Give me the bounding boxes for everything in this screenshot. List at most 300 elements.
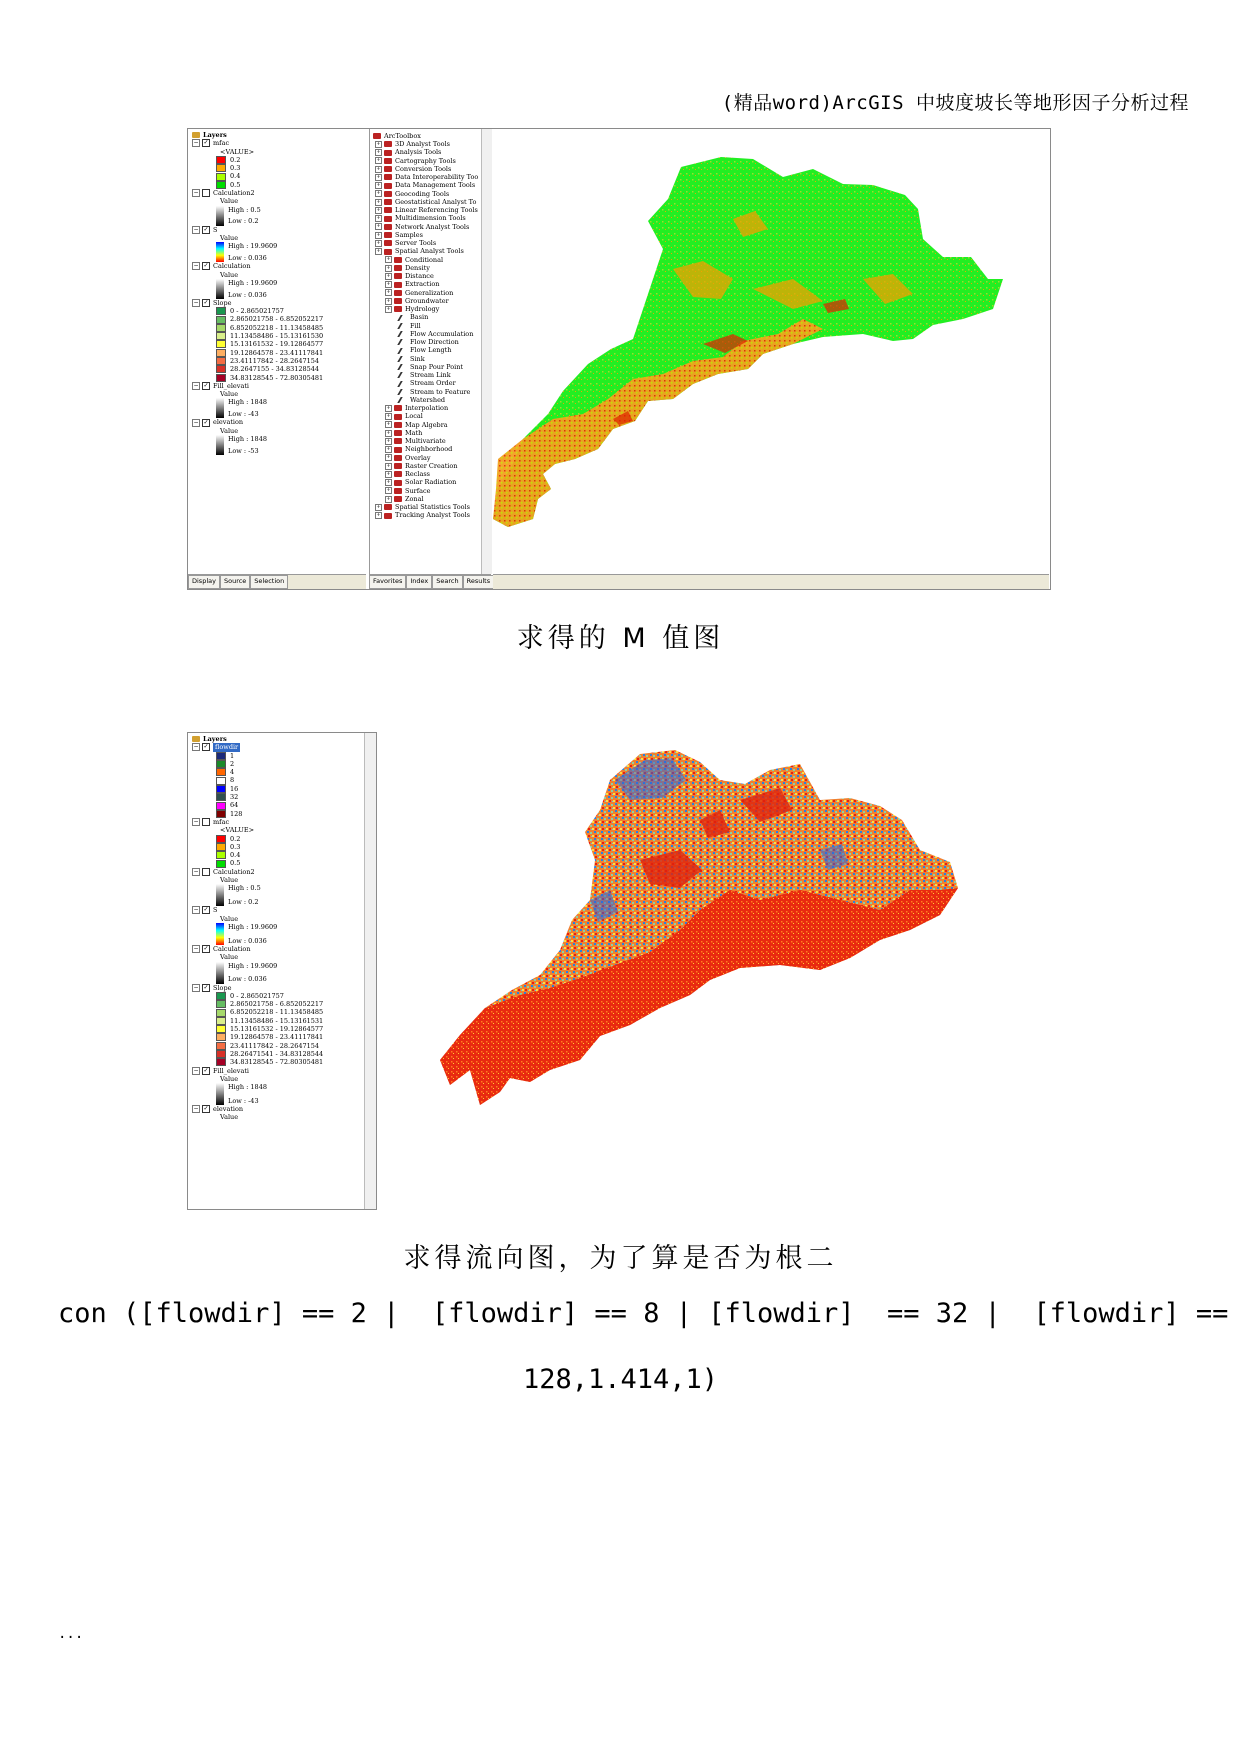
toolbox-icon: [394, 273, 402, 279]
toc-scrollbar[interactable]: [364, 733, 376, 1209]
legend-label: 16: [230, 784, 239, 793]
expand-icon[interactable]: +: [386, 487, 391, 494]
toc-layer-fill-elevation[interactable]: − ✓ Fill_elevati: [193, 1066, 250, 1075]
toolbox-icon: [394, 447, 402, 453]
toc-field: <VALUE>: [220, 826, 255, 835]
toolbox-item[interactable]: [373, 149, 492, 157]
legend-label: 128: [230, 809, 243, 818]
toc-field: Value: [220, 914, 239, 923]
toolbox-tabs: [369, 574, 491, 589]
legend-label: 6.852052218 - 11.13458485: [230, 1008, 324, 1017]
legend-item: [192, 992, 364, 1000]
slope-legend: [192, 992, 364, 1067]
legend-swatch: [216, 785, 226, 793]
legend-item: 0.2: [192, 156, 366, 164]
toolbox-label: Data Interoperability Too: [395, 173, 479, 182]
legend-item: [192, 768, 364, 776]
toolbox-icon: [384, 174, 392, 180]
toolbox-icon: [394, 455, 402, 461]
expand-icon[interactable]: +: [376, 248, 381, 255]
toolbox-item[interactable]: [373, 190, 492, 198]
legend-swatch: [216, 181, 226, 189]
toolbox-item[interactable]: [373, 173, 492, 181]
expand-icon[interactable]: +: [386, 264, 391, 271]
expand-icon[interactable]: +: [386, 479, 391, 486]
toolset-item[interactable]: [373, 305, 492, 313]
tool-item[interactable]: [373, 371, 492, 379]
toolbox-item[interactable]: [373, 157, 492, 165]
figure1-caption: 求得的 M 值图: [516, 623, 725, 654]
legend-item: [192, 801, 364, 809]
toolbox-label: Math: [405, 428, 423, 437]
toolset-item[interactable]: [373, 487, 492, 495]
legend-item: [192, 1050, 364, 1058]
toolset-item[interactable]: [373, 404, 492, 412]
toolset-item[interactable]: [373, 462, 492, 470]
toolbox-icon: [394, 480, 402, 486]
toolbox-label: Network Analyst Tools: [395, 222, 470, 231]
toolbox-label: Server Tools: [395, 239, 437, 248]
gray-ramp: [216, 398, 224, 418]
legend-item: [192, 851, 364, 859]
expand-icon[interactable]: +: [386, 297, 391, 304]
legend-swatch: [216, 1033, 226, 1041]
toolset-item[interactable]: [373, 446, 492, 454]
tool-item[interactable]: [373, 396, 492, 404]
expand-icon[interactable]: +: [376, 149, 381, 156]
hammer-icon: [397, 356, 408, 362]
toc-layer-mfac[interactable]: − ✓ mfac: [193, 139, 230, 148]
slope-legend: [192, 307, 366, 382]
expand-icon[interactable]: +: [376, 198, 381, 205]
toolbox-icon: [384, 240, 392, 246]
expand-icon[interactable]: +: [386, 421, 391, 428]
toolbox-icon: [384, 166, 392, 172]
toolbox-label: Geocoding Tools: [395, 189, 450, 198]
toolbox-icon: [394, 422, 402, 428]
page-footer: ...: [58, 1626, 84, 1642]
toolbox-icon: [384, 183, 392, 189]
toc-field: Value: [220, 197, 239, 206]
hammer-icon: [397, 364, 408, 370]
toolbox-icon: [394, 488, 402, 494]
toc-layer-elevation[interactable]: − ✓ elevation: [193, 418, 244, 427]
toc-layer-flowdir[interactable]: − ✓ flowdir: [193, 743, 239, 752]
hammer-icon: [397, 348, 408, 354]
legend-item: [192, 793, 364, 801]
tab-source[interactable]: Source: [220, 575, 250, 589]
expand-icon[interactable]: +: [386, 413, 391, 420]
toolbox-icon: [394, 496, 402, 502]
toc-tabs: [188, 574, 366, 589]
legend-swatch: [216, 1058, 226, 1066]
toolbox-label: Stream Order: [410, 379, 456, 388]
expand-icon[interactable]: +: [386, 429, 391, 436]
toc-layer-calculation[interactable]: − ✓ Calculation: [193, 944, 251, 953]
legend-label: 11.13458486 - 15.13161531: [230, 1016, 324, 1025]
tool-item[interactable]: [373, 363, 492, 371]
expand-icon[interactable]: +: [386, 289, 391, 296]
flowdir-map: [440, 740, 1050, 1210]
legend-label: 0 - 2.865021757: [230, 991, 284, 1000]
color-ramp: [216, 242, 224, 262]
expand-icon[interactable]: +: [376, 206, 381, 213]
expand-icon[interactable]: +: [376, 215, 381, 222]
legend-swatch: [216, 357, 226, 365]
legend-swatch: [216, 365, 226, 373]
legend-label: 4: [230, 768, 235, 777]
toolbox-icon: [394, 265, 402, 271]
figure1-toc-panel: Layers − ✓ mfac <VALUE> 0.2 0.3 0.4 0.5 − Calculation2 Value High : 0.5 Low : 0.2 − ✓ S Value High : 19.9609 Low : 0.036 − ✓ Calculation Value High : 19.9609 Low : 0.036 − ✓ Slope 0 - 2.865021757 2.865021758 - 6.852052217 6.852052218 - 11.13458485 11.13458486 - 15.13161530 15.13161532 - 19.12864577 19.12864578 - 23.41117841 23.41117842 - 28.2647154 28.2647155 - 34.83128544 34.83128545 - 72.80305481 − ✓ Fill_elevati Value High : 1848 Low : -43 − ✓ elevation Value High : 1848 Low : -53: [188, 129, 366, 574]
legend-label: 6.852052218 - 11.13458485: [230, 323, 324, 332]
toolbox-label: Stream to Feature: [410, 387, 471, 396]
legend-swatch: [216, 752, 226, 760]
toolset-item[interactable]: [373, 479, 492, 487]
toolbox-label: Overlay: [405, 453, 431, 462]
layers-icon: [192, 736, 200, 742]
expand-icon[interactable]: +: [376, 223, 381, 230]
legend-swatch: [216, 802, 226, 810]
tab-selection[interactable]: Selection: [250, 575, 288, 589]
legend-item: [192, 760, 364, 768]
legend-item: [192, 1042, 364, 1050]
tab-search[interactable]: Search: [432, 575, 462, 589]
legend-swatch: [216, 374, 226, 382]
expand-icon[interactable]: +: [386, 256, 391, 263]
legend-item: [192, 843, 364, 851]
legend-label: 34.83128545 - 72.80305481: [230, 373, 324, 382]
toc-layer-fill-elevation[interactable]: − ✓ Fill_elevati: [193, 381, 250, 390]
toc-field: Value: [220, 1113, 239, 1122]
tab-results[interactable]: Results: [463, 575, 494, 589]
legend-item: [192, 315, 366, 323]
toolbox-icon: [394, 471, 402, 477]
legend-label: 0.2: [230, 834, 241, 843]
toolbox-icon: [394, 257, 402, 263]
legend-label: 2.865021758 - 6.852052217: [230, 1000, 324, 1009]
toolbox-label: Local: [405, 412, 423, 421]
legend-label: 11.13458486 - 15.13161530: [230, 332, 324, 341]
toc-layer-s[interactable]: − ✓ S: [193, 906, 218, 915]
figure2-toc-screenshot: [187, 732, 377, 1210]
figure2-toc-panel: Layers − ✓ flowdir 1 2 4 8 16 32 64 128 − mfac <VALUE> 0.2 0.3 0.4 0.5 − Calculation2 Value High : 0.5 Low : 0.2 − ✓ S Value High : 19.9609 Low : 0.036 − ✓ Calculation Value High : 19.9609 Low : 0.036 − ✓ Slope 0 - 2.865021757 2.865021758 - 6.852052217 6.852052218 - 11.13458485 11.13458486 - 15.13161531 15.13161532 - 19.12864577 19.12864578 - 23.41117841 23.41117842 - 28.2647154 28.26471541 - 34.83128544 34.83128545 - 72.80305481 − ✓ Fill_elevati Value High : 1848 Low : -43 − ✓ elevation Value: [188, 733, 364, 1209]
toolbox-icon: [384, 232, 392, 238]
legend-label: 34.83128545 - 72.80305481: [230, 1058, 324, 1067]
hammer-icon: [397, 389, 408, 395]
hammer-icon: [397, 323, 408, 329]
toolbox-root[interactable]: ArcToolbox: [373, 132, 492, 140]
toolbox-label: Distance: [405, 272, 434, 281]
legend-label: 28.26471541 - 34.83128544: [230, 1049, 324, 1058]
toc-layer-slope[interactable]: − ✓ Slope: [193, 983, 232, 992]
toc-layer-elevation[interactable]: − ✓ elevation: [193, 1105, 244, 1114]
legend-label: 8: [230, 776, 235, 785]
toolbox-item[interactable]: [373, 231, 492, 239]
toc-mfac-field: <VALUE>: [220, 147, 255, 156]
toolbox-icon: [384, 158, 392, 164]
color-ramp: [216, 923, 224, 945]
legend-label: 0 - 2.865021757: [230, 307, 284, 316]
legend-label: 0.5: [230, 859, 241, 868]
tool-item[interactable]: [373, 338, 492, 346]
toolbox-item[interactable]: [373, 503, 492, 511]
toolbox-item[interactable]: [373, 215, 492, 223]
legend-label: 2: [230, 759, 235, 768]
toolbox-label: Generalization: [405, 288, 454, 297]
legend-swatch: [216, 1042, 226, 1050]
legend-swatch: [216, 860, 226, 868]
gray-ramp: [216, 435, 224, 455]
toolbox-label: Raster Creation: [405, 461, 458, 470]
legend-item: [192, 307, 366, 315]
legend-swatch: [216, 156, 226, 164]
expand-icon[interactable]: +: [376, 173, 381, 180]
toolbox-item[interactable]: [373, 198, 492, 206]
legend-swatch: [216, 1050, 226, 1058]
toolset-item[interactable]: [373, 437, 492, 445]
flowdir-legend: [192, 752, 364, 818]
legend-label: 15.13161532 - 19.12864577: [230, 1025, 324, 1034]
toc-layer-calculation[interactable]: − ✓ Calculation: [193, 262, 251, 271]
legend-item: 0.5: [192, 181, 366, 189]
toc-root[interactable]: Layers: [192, 735, 364, 743]
legend-label: 1: [230, 751, 235, 760]
toc-layer-mfac[interactable]: − mfac: [193, 817, 230, 826]
expand-icon[interactable]: +: [376, 239, 381, 246]
legend-swatch: [216, 1000, 226, 1008]
legend-item: [192, 810, 364, 818]
toolbox-icon: [384, 199, 392, 205]
toc-root[interactable]: Layers: [192, 131, 366, 139]
legend-item: [192, 859, 364, 867]
mfac-map: [493, 129, 1049, 574]
legend-item: [192, 1033, 364, 1041]
toolbox-label: Analysis Tools: [395, 148, 442, 157]
toolbox-label: Multidimension Tools: [395, 214, 466, 223]
toc-field: Value: [220, 426, 239, 435]
toolset-item[interactable]: [373, 454, 492, 462]
legend-item: [192, 365, 366, 373]
legend-swatch: [216, 843, 226, 851]
expand-icon[interactable]: +: [386, 437, 391, 444]
expand-icon[interactable]: +: [386, 281, 391, 288]
tool-item[interactable]: [373, 380, 492, 388]
gray-ramp: [216, 206, 224, 226]
document-header: (精品word)ArcGIS 中坡度坡长等地形因子分析过程: [721, 92, 1189, 114]
toolbox-label: Geostatistical Analyst To: [395, 197, 477, 206]
toc-layer-s[interactable]: − ✓ S: [193, 225, 218, 234]
legend-swatch: [216, 760, 226, 768]
legend-swatch: [216, 307, 226, 315]
toolset-item[interactable]: [373, 495, 492, 503]
toolbox-label: Linear Referencing Tools: [395, 206, 478, 215]
legend-label: 19.12864578 - 23.41117841: [230, 1033, 324, 1042]
toolbox-label: Interpolation: [405, 404, 449, 413]
legend-swatch: [216, 835, 226, 843]
legend-label: 0.3: [230, 842, 241, 851]
tool-item[interactable]: [373, 347, 492, 355]
expand-icon[interactable]: +: [386, 470, 391, 477]
map-statusbar: [493, 574, 1049, 589]
legend-label: 0.4: [230, 851, 241, 860]
toc-field: Value: [220, 270, 239, 279]
tool-item[interactable]: [373, 355, 492, 363]
legend-item: [192, 1017, 364, 1025]
toolset-item[interactable]: [373, 413, 492, 421]
toolbox-icon: [384, 216, 392, 222]
legend-swatch: [216, 768, 226, 776]
toolbox-item[interactable]: [373, 165, 492, 173]
legend-swatch: [216, 851, 226, 859]
legend-swatch: [216, 793, 226, 801]
toolbox-icon: [384, 207, 392, 213]
toolset-item[interactable]: [373, 429, 492, 437]
toolbox-label: Solar Radiation: [405, 478, 457, 487]
toolbox-item[interactable]: [373, 223, 492, 231]
toolbox-label: Flow Length: [410, 346, 452, 355]
toolset-item[interactable]: [373, 256, 492, 264]
toolbox-scrollbar[interactable]: [481, 129, 492, 574]
figure1-screenshot: [187, 128, 1051, 590]
toolbox-label: 3D Analyst Tools: [395, 140, 451, 149]
toolset-item[interactable]: [373, 264, 492, 272]
toolbox-icon: [394, 405, 402, 411]
toolbox-label: Tracking Analyst Tools: [395, 511, 470, 520]
legend-item: [192, 776, 364, 784]
gray-ramp: [216, 962, 224, 984]
toolbox-item[interactable]: [373, 140, 492, 148]
toc-field: Value: [220, 1074, 239, 1083]
toc-field: Value: [220, 876, 239, 885]
tool-item[interactable]: [373, 388, 492, 396]
figure1-map-view[interactable]: [493, 129, 1049, 574]
toolbox-label: Neighborhood: [405, 445, 453, 454]
figure2-caption: 求得流向图，为了算是否为根二: [403, 1243, 838, 1274]
toolset-item[interactable]: [373, 272, 492, 280]
toc-layer-calculation2[interactable]: − Calculation2: [193, 189, 255, 198]
toolset-item[interactable]: [373, 281, 492, 289]
tab-display[interactable]: Display: [188, 575, 220, 589]
toolset-item[interactable]: [373, 289, 492, 297]
tool-item[interactable]: [373, 314, 492, 322]
expand-icon[interactable]: +: [386, 454, 391, 461]
toolbox-item[interactable]: [373, 512, 492, 520]
expand-icon[interactable]: +: [386, 404, 391, 411]
toolbox-icon: [384, 191, 392, 197]
toolbox-label: Conditional: [405, 255, 444, 264]
toolbox-icon: [394, 463, 402, 469]
legend-item: [192, 340, 366, 348]
toolbox-icon: [394, 438, 402, 444]
toolbox-icon: [384, 249, 392, 255]
expand-icon[interactable]: +: [376, 231, 381, 238]
toc-layer-slope[interactable]: − ✓ Slope: [193, 298, 232, 307]
toolbox-item[interactable]: [373, 182, 492, 190]
expand-icon[interactable]: +: [376, 140, 381, 147]
toolbox-item[interactable]: [373, 248, 492, 256]
toolbox-icon: [384, 504, 392, 510]
toolbox-label: Watershed: [410, 395, 446, 404]
legend-swatch: [216, 340, 226, 348]
toolbox-label: Flow Accumulation: [410, 329, 474, 338]
toolbox-item[interactable]: [373, 239, 492, 247]
hammer-icon: [397, 315, 408, 321]
tool-item[interactable]: [373, 330, 492, 338]
legend-item: 0.4: [192, 172, 366, 180]
toolbox-label: Zonal: [405, 494, 424, 503]
toolbox-label: Data Management Tools: [395, 181, 476, 190]
legend-item: [192, 349, 366, 357]
toolbox-icon: [394, 306, 402, 312]
layers-icon: [192, 132, 200, 138]
legend-label: 64: [230, 801, 239, 810]
toolbox-label: Extraction: [405, 280, 440, 289]
toolbox-label: Groundwater: [405, 296, 449, 305]
legend-swatch: [216, 349, 226, 357]
hammer-icon: [397, 331, 408, 337]
hammer-icon: [397, 381, 408, 387]
legend-label: 28.2647155 - 34.83128544: [230, 365, 320, 374]
gray-ramp: [216, 279, 224, 299]
toolbox-label: Spatial Analyst Tools: [395, 247, 464, 256]
expand-icon[interactable]: +: [386, 495, 391, 502]
legend-label: 23.41117842 - 28.2647154: [230, 356, 320, 365]
tool-item[interactable]: [373, 322, 492, 330]
toc-field: Value: [220, 953, 239, 962]
toolset-item[interactable]: [373, 297, 492, 305]
legend-label: 23.41117842 - 28.2647154: [230, 1041, 320, 1050]
toolbox-icon: [384, 513, 392, 519]
legend-item: 0.3: [192, 164, 366, 172]
toolbox-icon: [384, 141, 392, 147]
tab-favorites[interactable]: Favorites: [369, 575, 406, 589]
expand-icon[interactable]: +: [386, 446, 391, 453]
toolset-item[interactable]: [373, 470, 492, 478]
toolbox-label: Reclass: [405, 470, 431, 479]
legend-label: 32: [230, 793, 239, 802]
legend-label: 15.13161532 - 19.12864577: [230, 340, 324, 349]
legend-swatch: [216, 1009, 226, 1017]
legend-item: [192, 357, 366, 365]
legend-item: [192, 324, 366, 332]
tab-index[interactable]: Index: [406, 575, 432, 589]
toolset-item[interactable]: [373, 421, 492, 429]
ramp-low: Low : 0.2: [228, 217, 259, 226]
legend-item: [192, 1008, 364, 1016]
legend-item: [192, 1000, 364, 1008]
expand-icon[interactable]: +: [376, 503, 381, 510]
toolbox-label: Basin: [410, 313, 429, 322]
toolbox-item[interactable]: [373, 206, 492, 214]
toolbox-label: Fill: [410, 321, 421, 330]
expand-icon[interactable]: +: [386, 305, 391, 312]
expand-icon[interactable]: +: [386, 272, 391, 279]
toc-field: Value: [220, 390, 239, 399]
legend-swatch: [216, 316, 226, 324]
expand-icon[interactable]: +: [386, 462, 391, 469]
expand-icon[interactable]: +: [376, 182, 381, 189]
toc-layer-calculation2[interactable]: − Calculation2: [193, 867, 255, 876]
legend-item: [192, 785, 364, 793]
toolbox-label: Snap Pour Point: [410, 362, 464, 371]
expand-icon[interactable]: +: [376, 165, 381, 172]
expand-icon[interactable]: +: [376, 512, 381, 519]
legend-swatch: [216, 164, 226, 172]
legend-swatch: [216, 1017, 226, 1025]
expand-icon[interactable]: +: [376, 157, 381, 164]
expand-icon[interactable]: +: [376, 190, 381, 197]
figure2-map-view[interactable]: [440, 740, 1050, 1210]
